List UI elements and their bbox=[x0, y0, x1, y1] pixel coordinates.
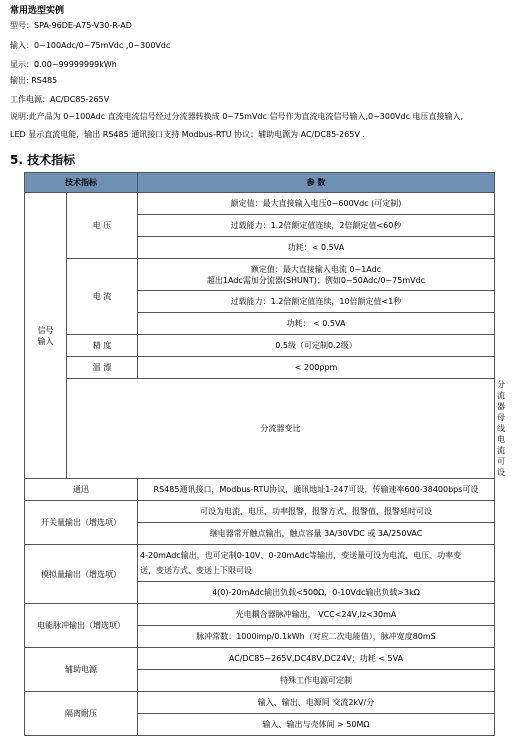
analog-value-2: 4(0)-20mAdc输出负载<500Ω，0-10Vdc输出负载>3kΩ bbox=[138, 582, 495, 604]
shunt-label: 分流器变比 bbox=[67, 379, 495, 479]
spec-output: 输出: RS485 bbox=[10, 76, 58, 85]
table-row bbox=[25, 604, 495, 626]
aux-value-1: AC/DC85~265V,DC48V,DC24V；功耗 < 5VA bbox=[138, 648, 495, 670]
table-row bbox=[25, 259, 495, 291]
current-rated-line2: 超出1Adc需加分流器(SHUNT)；例如0~50Adc/0~75mVdc bbox=[206, 275, 426, 285]
pulse-label: 电能脉冲输出（增选项） bbox=[25, 604, 138, 648]
temp-value: < 200ppm bbox=[138, 357, 495, 379]
table-row bbox=[25, 692, 495, 714]
switch-value-2: 继电器常开触点输出，触点容量 3A/30VDC 或 3A/250VAC bbox=[138, 523, 495, 545]
iso-value-1: 输入、输出、电源间 交流2kV/分 bbox=[138, 692, 495, 714]
current-label: 电 流 bbox=[67, 259, 138, 335]
spec-model: 型号：SPA-96DE-A75-V30-R-AD bbox=[10, 21, 132, 30]
table-row: 分流器变比 分流器母线电流可设 bbox=[25, 379, 495, 479]
table-row bbox=[25, 501, 495, 523]
comm-value: RS485通讯接口，Modbus-RTU协议，通讯地址1-247可设，传输速率600-38400bps可设 bbox=[138, 479, 495, 501]
doc-title: 常用选型实例 bbox=[10, 6, 65, 16]
iso-label: 隔离耐压 bbox=[25, 692, 138, 736]
voltage-rated: 额定值：最大直接输入电压0~600Vdc (可定制) bbox=[138, 193, 495, 215]
accuracy-label: 精 度 bbox=[67, 335, 138, 357]
switch-label: 开关量输出（增选项） bbox=[25, 501, 138, 545]
header-index: 技术指标 bbox=[25, 173, 138, 193]
table-row bbox=[25, 357, 495, 379]
spec-power: 工作电源：AC/DC85-265V bbox=[10, 95, 110, 104]
spec-desc-line2: LED 显示直流电能，输出 RS485 通讯接口支持 Modbus-RTU 协议；辅助电源为 AC/DC85-265V . bbox=[10, 130, 365, 139]
table-row bbox=[25, 335, 495, 357]
voltage-overload: 过载能力：1.2倍额定值连续，2倍额定值<60秒 bbox=[138, 215, 495, 237]
spec-input: 输入：0~100Adc/0~75mVdc ,0~300Vdc bbox=[10, 41, 171, 50]
spec-table bbox=[24, 172, 505, 736]
table-row bbox=[25, 648, 495, 670]
switch-value-1: 可设为电流、电压、功率报警，报警方式、报警值、报警延时可设 bbox=[138, 501, 495, 523]
pulse-value-2: 脉冲常数：1000imp/0.1kWh（对应二次电能值），脉冲宽度80mS bbox=[138, 626, 495, 648]
analog-label: 模拟量输出（增选项） bbox=[25, 545, 138, 604]
spec-display: 显示：0.00~99999999kWh bbox=[10, 60, 117, 69]
current-power: 功耗： < 0.5VA bbox=[138, 313, 495, 335]
voltage-power: 功耗：< 0.5VA bbox=[138, 237, 495, 259]
aux-value-2: 特殊工作电源可定制 bbox=[138, 670, 495, 692]
table-row bbox=[25, 545, 495, 582]
temp-label: 温 漂 bbox=[67, 357, 138, 379]
header-param: 参 数 bbox=[138, 173, 495, 193]
voltage-label: 电 压 bbox=[67, 193, 138, 259]
analog-value-1-line1: 4-20mAdc输出，也可定制0-10V、0-20mAdc等输出，变送量可设为电流、电压、功率变 bbox=[140, 551, 462, 560]
pulse-value-1: 光电耦合器脉冲输出， VCC<24V,Iz<30mA bbox=[138, 604, 495, 626]
current-rated-line1: 额定值：最大直接输入电流 0~1Adc bbox=[250, 264, 382, 274]
table-row bbox=[25, 479, 495, 501]
section-title: 5. 技术指标 bbox=[10, 153, 76, 167]
aux-label: 辅助电源 bbox=[25, 648, 138, 692]
table-header-row bbox=[25, 173, 495, 193]
analog-value-1 bbox=[138, 545, 495, 582]
table-row bbox=[25, 193, 495, 215]
comm-label: 通迅 bbox=[25, 479, 138, 501]
accuracy-value: 0.5级（可定制0.2级） bbox=[138, 335, 495, 357]
current-rated bbox=[138, 259, 495, 291]
current-overload: 过载能力：1.2倍额定值连续，10倍额定值<1秒 bbox=[138, 291, 495, 313]
signal-input-label: 信号 输入 bbox=[25, 193, 67, 479]
analog-value-1-line2: 送，变送方式、变送上下限可设 bbox=[140, 566, 252, 575]
iso-value-2: 输入、输出与壳体间 > 50MΩ bbox=[138, 714, 495, 736]
spec-desc-line1: 说明:此产品为 0~100Adc 直流电流信号经过分流器转换成 0~75mVdc 信号作为直流电流信号输入,0~300Vdc 电压直接输入, bbox=[10, 112, 464, 121]
